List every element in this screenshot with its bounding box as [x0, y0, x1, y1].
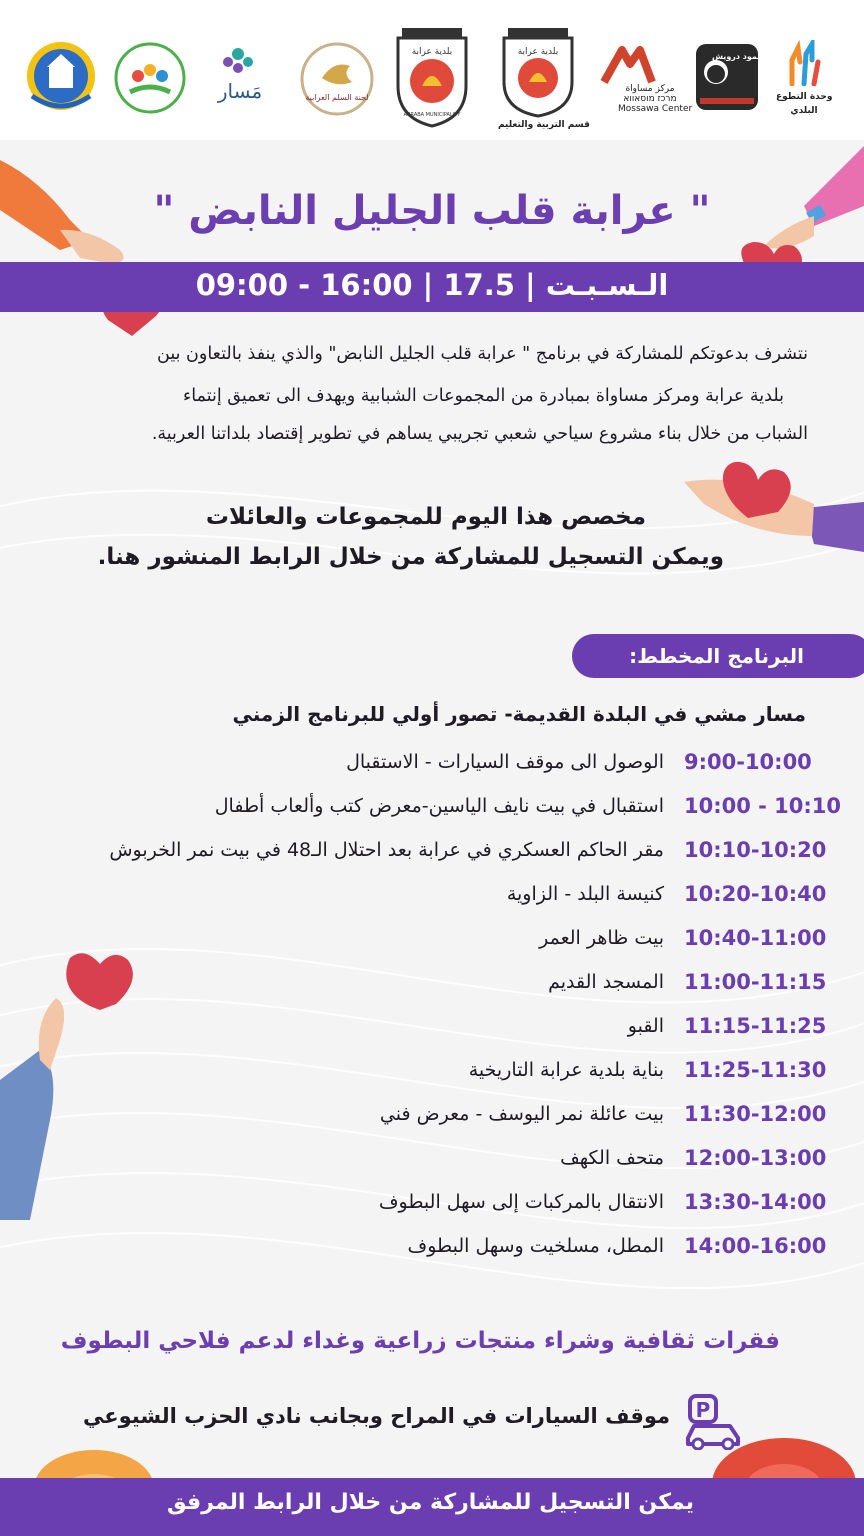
schedule-activity: المطل، مسلخيت وسهل البطوف: [407, 1235, 664, 1257]
intro-line-1: نتشرف بدعوتكم للمشاركة في برنامج " عرابة قلب الجليل النابض" والذي ينفذ بالتعاون بين: [157, 344, 808, 364]
mossawa-label-en: Mossawa Center: [618, 104, 693, 114]
svg-text:P: P: [695, 1398, 711, 1422]
municipality-crest-logo: [392, 26, 472, 128]
education-department-logo: [498, 26, 578, 118]
schedule-time: 11:15-11:25: [684, 1014, 827, 1038]
program-heading: البرنامج المخطط:: [629, 644, 804, 668]
mossawa-center-logo: [600, 46, 656, 86]
volunteer-unit-logo: [784, 40, 824, 86]
masar-logo: [198, 44, 282, 108]
schedule-time: 11:25-11:30: [684, 1058, 827, 1082]
svg-text:ARRABA MUNICIPALITY: ARRABA MUNICIPALITY: [403, 112, 461, 118]
parking-car-icon: [684, 1394, 742, 1450]
schedule-activity: متحف الكهف: [560, 1147, 664, 1169]
schedule-time: 10:00 - 10:10: [684, 794, 842, 818]
svg-text:بلدية عرابة: بلدية عرابة: [517, 47, 559, 57]
schedule-activity: الوصول الى موقف السيارات - الاستقبال: [346, 751, 664, 773]
peace-committee-logo: [300, 42, 374, 116]
parking-info: موقف السيارات في المراح وبجانب نادي الحزب الشيوعي: [83, 1404, 670, 1428]
schedule-time: 14:00-16:00: [684, 1234, 827, 1258]
event-title: " عرابة قلب الجليل النابض ": [153, 188, 711, 234]
event-date-time: الـسـبـت | 17.5 | 16:00 - 09:00: [195, 268, 669, 302]
schedule-activity: بيت عائلة نمر اليوسف - معرض فني: [379, 1103, 664, 1125]
education-department-label: قسم التربية والتعليم: [498, 120, 590, 130]
schedule-time: 12:00-13:00: [684, 1146, 827, 1170]
schedule-time: 11:30-12:00: [684, 1102, 827, 1126]
schedule-activity: مقر الحاكم العسكري في عرابة بعد احتلال الـ48 في بيت نمر الخربوش: [109, 839, 664, 861]
intro-line-3: الشباب من خلال بناء مشروع سياحي شعبي تجريبي يساهم في تطوير إقتصاد بلداتنا العربية.: [151, 424, 808, 444]
announcement-line-1: مخصص هذا اليوم للمجموعات والعائلات: [205, 504, 646, 530]
schedule-time: 10:20-10:40: [684, 882, 827, 906]
volunteer-label-1: وحدة التطوع: [776, 92, 833, 102]
schedule-time: 13:30-14:00: [684, 1190, 827, 1214]
svg-text:مَسار: مَسار: [217, 79, 263, 103]
schedule-activity: المسجد القديم: [548, 971, 664, 993]
svg-text:بلدية عرابة: بلدية عرابة: [411, 47, 453, 57]
schedule-time: 10:40-11:00: [684, 926, 827, 950]
youth-unit-logo: [114, 42, 186, 114]
mossawa-label-he: מרכז מוסאווא: [623, 94, 677, 104]
schedule-time: 11:00-11:15: [684, 970, 827, 994]
intro-line-2: بلدية عرابة ومركز مساواة بمبادرة من المجموعات الشبابية ويهدف الى تعميق إنتماء: [183, 386, 784, 406]
hand-heart-middle-right: [684, 452, 864, 552]
schedule-activity: استقبال في بيت نايف الياسين-معرض كتب وألعاب أطفال: [214, 795, 664, 817]
schedule-activity: كنيسة البلد - الزاوية: [506, 883, 664, 905]
walk-route-title: مسار مشي في البلدة القديمة- تصور أولي للبرنامج الزمني: [232, 702, 806, 726]
volunteer-label-2: البلدي: [790, 106, 818, 116]
schedule-activity: الانتقال بالمركبات إلى سهل البطوف: [378, 1191, 664, 1213]
announcement-line-2: ويمكن التسجيل للمشاركة من خلال الرابط المنشور هنا.: [97, 544, 724, 570]
mossawa-label-ar: مركز مساواة: [625, 84, 675, 94]
youth-council-logo: [22, 40, 100, 112]
schedule-time: 9:00-10:00: [684, 750, 812, 774]
darwish-label: محمود درويش: [712, 52, 768, 61]
registration-cta: يمكن التسجيل للمشاركة من خلال الرابط المرفق: [166, 1490, 694, 1515]
cultural-activities-line: فقرات ثقافية وشراء منتجات زراعية وغداء لدعم فلاحي البطوف: [60, 1328, 780, 1354]
partner-logos-bar: [0, 0, 864, 140]
schedule-activity: القبو: [627, 1015, 664, 1037]
schedule-activity: بيت ظاهر العمر: [539, 927, 664, 949]
hand-heart-left: [0, 940, 150, 1230]
schedule-activity: بناية بلدية عرابة التاريخية: [468, 1059, 664, 1081]
schedule-time: 10:10-10:20: [684, 838, 827, 862]
svg-text:لجنة السلم العرابية: لجنة السلم العرابية: [305, 93, 369, 102]
